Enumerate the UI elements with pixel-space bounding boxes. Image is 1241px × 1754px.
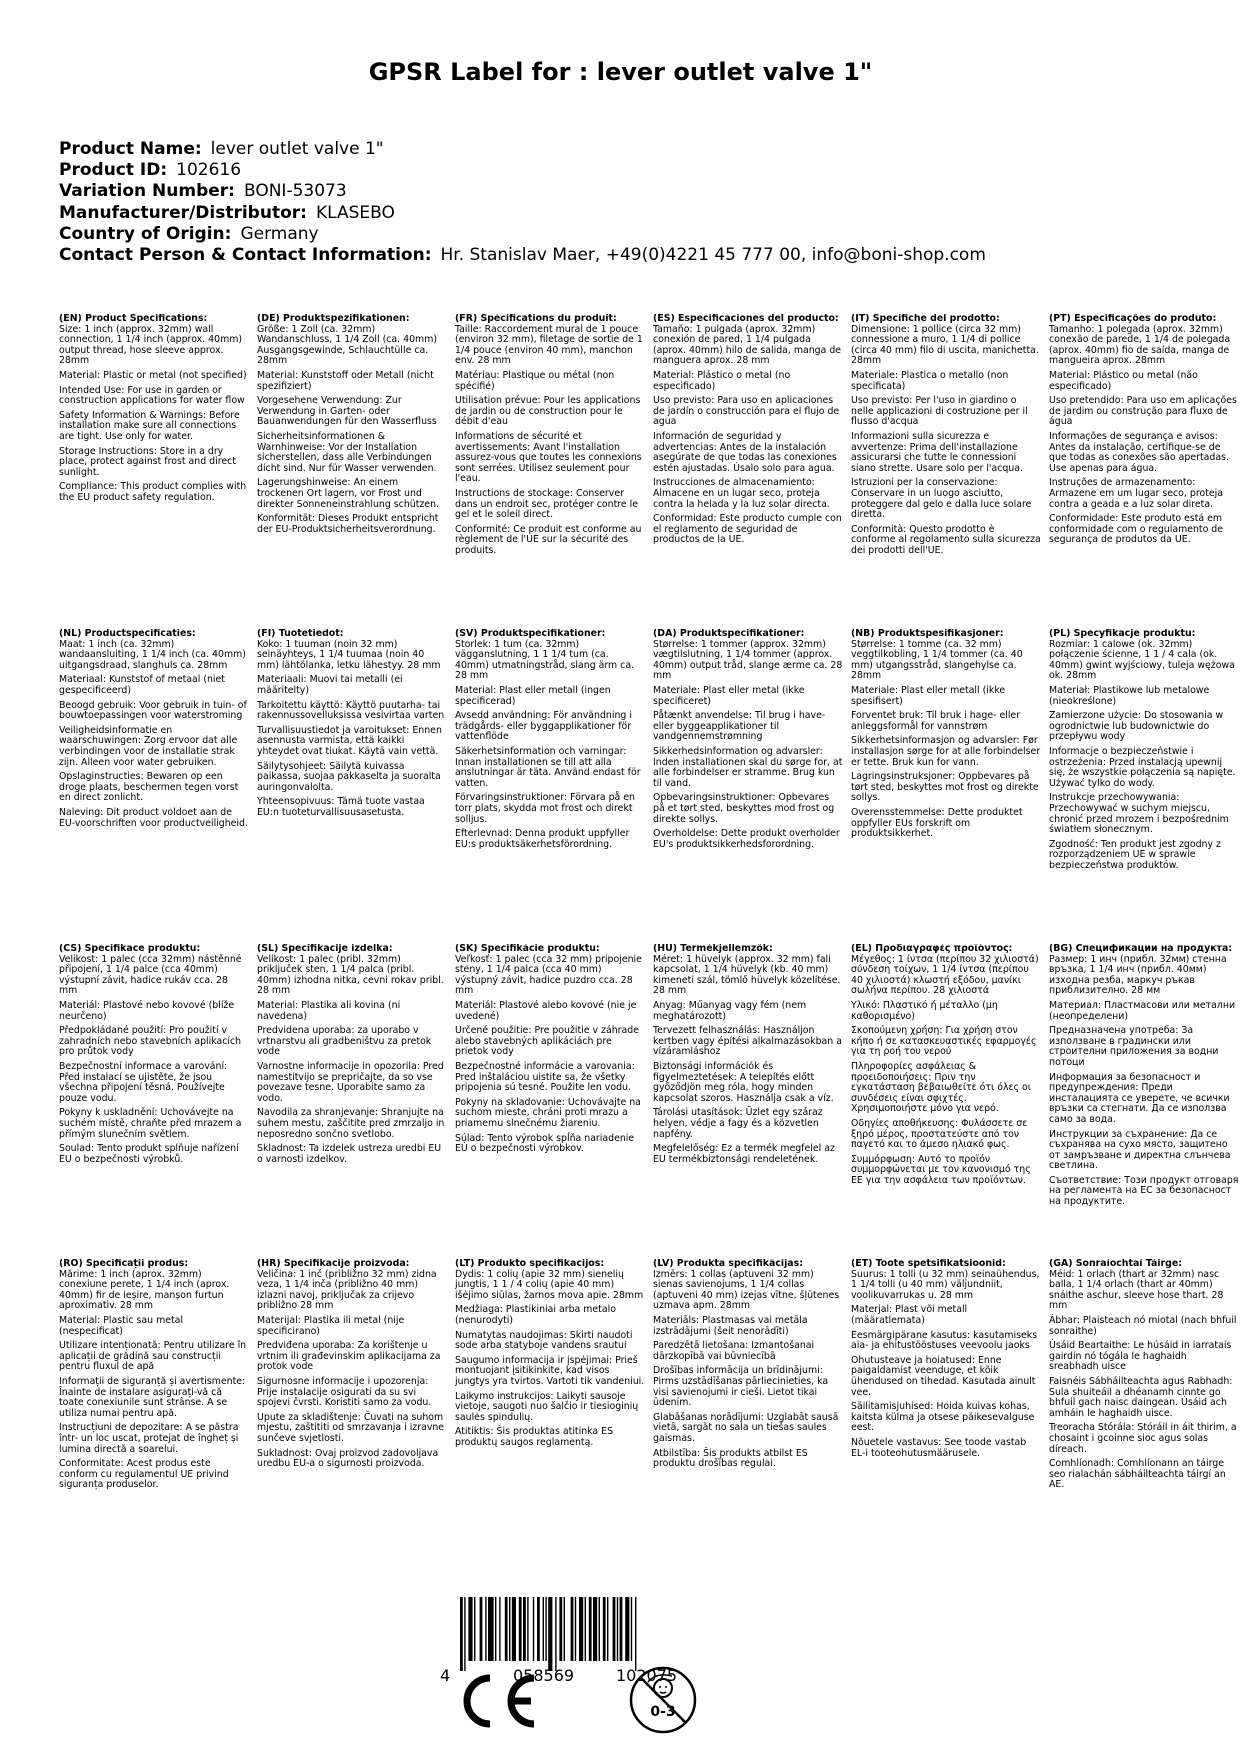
spec-paragraph: Größe: 1 Zoll (ca. 32mm) Wandanschluss, 1 1/4 Zoll (ca. 40mm) Ausgangsgewinde, Schlauchtülle ca. 28mm [257,323,437,367]
spec-paragraph: Predvidena uporaba: za uporabo v vrtnarstvu ali gradbeništvu za pretok vode [257,1025,432,1058]
spec-paragraph: Съответствие: Този продукт отговаря на регламента на ЕС за безопасност на продуктите. [1049,1174,1239,1208]
spec-block [851,944,1049,1259]
spec-paragraph: Uso pretendido: Para uso em aplicações de jardim ou construção para fluxo de água [1049,395,1237,428]
spec-heading: (EN) Product Specifications: [59,314,208,324]
barcode-bar [548,1597,552,1671]
spec-paragraph: Medžiaga: Plastikiniai arba metalo (nenurodyti) [455,1304,616,1326]
spec-heading: (ES) Especificaciones del producto: [653,314,839,324]
contact-label: Contact Person & Contact Information: [59,245,432,266]
spec-paragraph: Ohutusteave ja hoiatused: Enne paigaldamist veenduge, et kõik ühendused on tihedad. Kasutada ainult vee. [851,1354,1036,1398]
not-for-children-0-3-icon [628,1664,698,1736]
spec-paragraph: Navodila za shranjevanje: Shranjujte na suhem mestu, zaščitite pred zmrzaljo in neposredno sončno svetlobo. [257,1107,445,1140]
product-name: lever outlet valve 1" [210,139,384,159]
spec-paragraph: Informations de sécurité et avertissements: Avant l'installation assurez-vous que toutes les connexions sont serrées. Utilisez seulement pour l'eau. [455,430,642,485]
spec-block [851,1259,1049,1574]
spec-paragraph: Lagringsinstruksjoner: Oppbevares på tørt sted, beskyttes mot frost og direkte sollys. [851,771,1039,804]
spec-paragraph: Taille: Raccordement mural de 1 pouce (environ 32 mm), filetage de sortie de 1 1/4 pouce (environ 40 mm), manchon env. 28 mm [455,323,643,367]
barcode-bar [495,1597,496,1661]
barcode-bar [468,1597,472,1661]
spec-paragraph: Μέγεθος: 1 ίντσα (περίπου 32 χιλιοστά) σύνδεση τοίχων, 1 1/4 ίντσα (περίπου 40 χιλιοστά) κλωστή εξόδου, μανίκι σωλήνα περίπου. 28 χιλιοστά [851,953,1039,997]
spec-paragraph: Tervezett felhasználás: Használjon kertben vagy építési alkalmazásokban a vízáramláshoz [653,1025,842,1058]
spec-paragraph: Opbevaringsinstruktioner: Opbevares på et tørt sted, beskyttes mod frost og direkte sollys. [653,792,835,825]
spec-paragraph: Material: Plastic or metal (not specified) [59,369,247,381]
spec-paragraph: Informações de segurança e avisos: Antes da instalação, certifique-se de que todas as conexões são apertadas. Use apenas para água. [1049,430,1229,474]
spec-block [59,1259,257,1574]
age-label: 0-3 [650,1704,676,1720]
barcode-bar [555,1597,556,1671]
spec-paragraph: Beoogd gebruik: Voor gebruik in tuin- of bouwtoepassingen voor waterstroming [59,699,247,722]
spec-paragraph: Οδηγίες αποθήκευσης: Φυλάσσετε σε ξηρό μέρος, προστατεύστε από τον παγετό και το άμεσο ηλιακό φως. [851,1117,1028,1151]
spec-heading: (SL) Specifikacije izdelka: [257,944,393,954]
spec-paragraph: Lagerungshinweise: An einem trockenen Ort lagern, vor Frost und direkter Sonneneinstrahlung schützen. [257,477,440,510]
spec-paragraph: Maat: 1 inch (ca. 32mm) wandaansluiting, 1 1/4 inch (ca. 40mm) uitgangsdraad, slanghuls ca. 28mm [59,638,246,671]
spec-paragraph: Overensstemmelse: Dette produktet oppfyller EUs forskrift om produktsikkerhet. [851,806,1023,840]
contact: Hr. Stanislav Maer, +49(0)4221 45 777 00, info@boni-shop.com [440,245,986,266]
spec-paragraph: Konformität: Dieses Produkt entspricht der EU-Produktsicherheitsverordnung. [257,513,439,535]
barcode-bar [607,1597,608,1661]
barcode-bar [509,1597,510,1661]
spec-paragraph: Istruzioni per la conservazione: Conservare in un luogo asciutto, proteggere dal gelo e dalla luce solare diretta. [851,477,1032,521]
barcode-bar [613,1597,616,1661]
spec-paragraph: Υλικό: Πλαστικό ή μέταλλο (μη καθορισμένο) [851,999,998,1022]
spec-paragraph: Anyag: Műanyag vagy fém (nem meghatározott) [653,999,807,1022]
spec-paragraph: Soulad: Tento produkt splňuje nařízení EU o bezpečnosti výrobků. [59,1143,239,1165]
spec-paragraph: Materiał: Plastikowe lub metalowe (nieokreślone) [1049,684,1210,707]
spec-paragraph: Материал: Пластмасови или метални (неопределени) [1049,999,1236,1022]
spec-block [59,944,257,1259]
spec-paragraph: Compliance: This product complies with the EU product safety regulation. [59,481,247,503]
product-id-row [59,160,986,181]
product-name-row [59,139,986,160]
origin-label: Country of Origin: [59,223,232,244]
spec-heading: (PT) Especificações do produto: [1049,314,1217,324]
spec-block [257,629,455,944]
manufacturer-label: Manufacturer/Distributor: [59,202,307,223]
spec-heading: (CS) Specifikace produktu: [59,944,201,954]
spec-block [1049,314,1241,629]
spec-paragraph: Pokyny na skladovanie: Uchovávajte na suchom mieste, chráni proti mrazu a priamemu slnečnému žiareniu. [455,1096,641,1129]
spec-paragraph: Izmērs: 1 collas (aptuveni 32 mm) sienas savienojums, 1 1/4 collas (aptuveni 40 mm) izejas vītne, šļūtenes uzmava apm. 28mm [653,1268,840,1312]
barcode-bar [485,1597,486,1661]
spec-paragraph: Utilisation prévue: Pour les applications de jardin ou de construction pour le débit d'eau [455,395,641,428]
barcode-bar [631,1597,632,1661]
spec-paragraph: Informazioni sulla sicurezza e avvertenze: Prima dell'installazione assicurarsi che tutte le connessioni siano strette. Usare solo per l'acqua. [851,430,1024,474]
product-name-label: Product Name: [59,139,202,159]
barcode-bar [519,1597,522,1661]
spec-paragraph: Atitiktis: Šis produktas atitinka ES produktų saugos reglamentą. [455,1426,614,1448]
barcode-bar [603,1597,606,1661]
barcode-bar [464,1597,465,1671]
spec-paragraph: Glabāšanas norādījumi: Uzglabāt sausā vietā, sargāt no sala un tiešas saules gaismas. [653,1411,839,1444]
barcode-bar [460,1597,463,1671]
spec-paragraph: Bezpečnostné informácie a varovania: Pred inštaláciou uistite sa, že všetky pripojenia sú tesné. Použite len vodu. [455,1060,635,1094]
spec-heading: (FI) Tuotetiedot: [257,629,344,639]
spec-paragraph: Sicherheitsinformationen & Warnhinweise: Vor der Installation sicherstellen, dass alle Verbindungen dicht sind. Nur für Wasser verwenden. [257,430,437,474]
spec-block [1049,1259,1241,1574]
barcode-bar [620,1597,623,1661]
manufacturer: KLASEBO [315,202,395,223]
spec-paragraph: Drošības informācija un brīdinājumi: Pirms uzstādīšanas pārliecinieties, ka visi savienojumi ir cieši. Lietot tikai ūdenim. [653,1365,829,1409]
spec-paragraph: Información de seguridad y advertencias: Antes de la instalación asegúrate de que todas las conexiones estén ajustadas. Úsalo solo para agua. [653,430,837,474]
variation-row [59,181,986,202]
spec-paragraph: Intended Use: For use in garden or construction applications for water flow [59,384,245,407]
spec-paragraph: Dimensione: 1 pollice (circa 32 mm) connessione a muro, 1 1/4 di pollice (circa 40 mm) filo di uscita, manichetta. 28mm [851,323,1039,367]
barcode-bar [635,1597,636,1671]
barcode-digit-first: 4 [440,1666,451,1683]
barcode-bar [512,1597,516,1661]
spec-paragraph: Zgodność: Ten produkt jest zgodny z rozporządzeniem UE w sprawie bezpieczeństwa produktów. [1049,838,1221,871]
spec-paragraph: Størrelse: 1 tomme (ca. 32 mm) veggtilkobling, 1 1/4 tommer (ca. 40 mm) utgangsstråd, slangehylse ca. 28mm [851,638,1023,682]
spec-paragraph: Uso previsto: Para uso en aplicaciones de jardín o construcción para el flujo de agua [653,395,840,428]
spec-block [653,1259,851,1574]
spec-paragraph: Veiligheidsinformatie en waarschuwingen: Zorg ervoor dat alle verbindingen voor de installatie strak zijn. Alleen voor water gebruiken. [59,724,238,768]
spec-block [653,944,851,1259]
spec-block [257,944,455,1259]
spec-paragraph: Efterlevnad: Denna produkt uppfyller EU:s produktsäkerhetsförordning. [455,828,630,850]
spec-paragraph: Velikost: 1 palec (cca 32mm) nástěnné připojení, 1 1/4 palce (cca 40mm) výstupní závit, hadice rukáv cca. 28 mm [59,953,242,997]
spec-paragraph: Treoracha Stórála: Stóráil in áit thirim, a chosaint i gcoinne sioc agus solas díreach. [1049,1422,1237,1455]
product-id-label: Product ID: [59,160,168,181]
ce-mark [452,1672,538,1730]
barcode-bar [480,1597,483,1661]
spec-block [59,629,257,944]
spec-paragraph: Nõuetele vastavus: See toode vastab EL-i tooteohutusmäärusele. [851,1436,1027,1459]
spec-heading: (GA) Sonraíochtaí Táirge: [1049,1259,1182,1269]
barcode-bar [571,1597,574,1661]
product-info [59,139,986,266]
spec-paragraph: Overholdelse: Dette produkt overholder EU's produktsikkerhedsforordning. [653,828,840,850]
spec-paragraph: Instrucțiuni de depozitare: A se păstra într- un loc uscat, protejat de îngheț și lumina directă a soarelui. [59,1422,239,1455]
spec-paragraph: Storage Instructions: Store in a dry place, protect against frost and direct sunlight. [59,445,236,478]
spec-paragraph: Upute za skladištenje: Čuvati na suhom mjestu, zaštititi od smrzavanja i izravne sunčeve svjetlosti. [257,1411,445,1444]
spec-paragraph: Materiál: Plastové alebo kovové (nie je uvedené) [455,999,637,1022]
spec-paragraph: Numatytas naudojimas: Skirti naudoti sode arba statyboje vandens srautui [455,1329,633,1352]
spec-paragraph: Conformità: Questo prodotto è conforme al regolamento sulla sicurezza dei prodotti dell'UE. [851,523,1041,556]
spec-paragraph: Размер: 1 инч (прибл. 32мм) стенна връзка, 1 1/4 инч (прибл. 40мм) изходна резба, маркуч ръкав приблизително. 28 мм [1049,953,1227,997]
spec-paragraph: Méret: 1 hüvelyk (approx. 32 mm) fali kapcsolat, 1 1/4 hüvelyk (kb. 40 mm) kimeneti szál, tömlő hüvelyk közelítése. 28 mm [653,953,841,997]
barcode-bar [527,1597,528,1661]
spec-paragraph: Avsedd användning: För användning i trädgårds- eller byggapplikationer för vattenflöde [455,710,632,743]
spec-block [1049,944,1241,1259]
spec-paragraph: Skladnost: Ta izdelek ustreza uredbi EU o varnosti izdelkov. [257,1143,442,1165]
spec-paragraph: Påtænkt anvendelse: Til brug i have- eller byggeapplikationer til vandgennemstrømning [653,710,826,743]
spec-paragraph: Sukladnost: Ovaj proizvod zadovoljava uredbu EU-a o sigurnosti proizvoda. [257,1447,439,1470]
spec-block [455,944,653,1259]
spec-block [851,314,1049,629]
spec-paragraph: Materiāls: Plastmasas vai metāla izstrādājumi (šeit nenorādīti) [653,1314,808,1337]
spec-heading: (EL) Προδιαγραφές προϊόντος: [851,944,1013,954]
spec-block [455,1259,653,1574]
spec-heading: (RO) Specificații produs: [59,1259,189,1269]
spec-paragraph: Инструкции за съхранение: Да се съхранява на сухо място, защитено от замръзване и директна слънчева светлина. [1049,1128,1231,1172]
spec-paragraph: Materiaali: Muovi tai metalli (ei määritelty) [257,674,403,696]
spec-heading: (SV) Produktspecifikationer: [455,629,606,639]
spec-paragraph: Faisnéis Sábháilteachta agus Rabhadh: Sula shuiteáil a dhéanamh cinnte go bhfuil gach naisc daingean. Úsáid ach amháin le haghaidh uisce. [1049,1375,1233,1419]
page-title: GPSR Label for : lever outlet valve 1" [368,58,873,86]
barcode [440,1597,750,1683]
spec-heading: (IT) Specifiche del prodotto: [851,314,1000,324]
spec-paragraph: Materijal: Plastika ili metal (nije specificirano) [257,1314,405,1337]
spec-paragraph: Material: Plastika ali kovina (ni navedena) [257,999,401,1022]
spec-paragraph: Size: 1 inch (approx. 32mm) wall connection, 1 1/4 inch (approx. 40mm) output thread, hose sleeve approx. 28mm [59,323,243,367]
spec-paragraph: Megfelelőség: Ez a termék megfelel az EU termékbiztonsági rendeletének. [653,1143,835,1165]
spec-paragraph: Vorgesehene Verwendung: Zur Verwendung in Garten- oder Bauanwendungen für den Wasserfluss [257,395,437,428]
barcode-bar [537,1597,540,1661]
spec-paragraph: Tarkoitettu käyttö: Käyttö puutarha- tai rakennussovelluksissa vesivirtaa varten [257,699,445,722]
barcode-bars [460,1597,636,1671]
barcode-bar [533,1597,534,1661]
spec-paragraph: Säilytysohjeet: Säilytä kuivassa paikassa, suojaa pakkaselta ja suoralta auringonvalolta. [257,760,441,793]
spec-paragraph: Materiaal: Kunststof of metaal (niet gespecificeerd) [59,674,225,696]
spec-paragraph: Förvaringsinstruktioner: Förvara på en torr plats, skydda mot frost och direkt solljus. [455,792,635,825]
spec-paragraph: Eesmärgipärane kasutus: kasutamiseks aia- ja ehitustööstuses veevoolu jaoks [851,1329,1038,1352]
spec-paragraph: Predviđena uporaba: Za korištenje u vrtnim ili građevinskim aplikacijama za protok vode [257,1340,441,1373]
spec-paragraph: Biztonsági információk és figyelmeztetések: A telepítés előtt győződjön meg róla, hogy minden kapcsolat szoros. Használja csak a víz. [653,1060,834,1104]
spec-paragraph: Ábhar: Plaisteach nó miotal (nach bhfuil sonraithe) [1049,1314,1237,1337]
spec-heading: (LT) Produkto specifikacijos: [455,1259,605,1269]
barcode-bar [589,1597,592,1661]
spec-paragraph: Koko: 1 tuuman (noin 32 mm) seinäyhteys, 1 1/4 tuumaa (noin 40 mm) lähtölanka, letku lähestyy. 28 mm [257,638,441,671]
barcode-bar [585,1597,586,1661]
spec-paragraph: Veličina: 1 inč (približno 32 mm) zidna veza, 1 1/4 inča (približno 40 mm) izlazni navoj, priključak za crijevo približno 28 mm [257,1268,437,1312]
spec-heading: (HU) Termékjellemzők: [653,944,773,954]
spec-paragraph: Úsáid Beartaithe: Le húsáid in iarratais gairdín nó tógála le haghaidh sreabhadh uisce [1049,1340,1232,1373]
barcode-bar [625,1597,629,1661]
spec-paragraph: Dydis: 1 colių (apie 32 mm) sienelių jungtis, 1 1 / 4 colių (apie 40 mm) išėjimo siūlas, žarnos mova apie. 28mm [455,1268,644,1301]
spec-paragraph: Informații de siguranță și avertismente: Înainte de instalare asigurați-vă că toate conexiunile sunt strânse. A se utiliza numai pentru apă. [59,1375,246,1419]
barcode-bar [593,1597,597,1661]
spec-heading: (HR) Specifikacije proizvoda: [257,1259,410,1269]
spec-paragraph: Předpokládané použití: Pro použití v zahradních nebo stavebních aplikacích pro průtok vody [59,1025,242,1058]
spec-paragraph: Turvallisuustiedot ja varoitukset: Ennen asennusta varmista, että kaikki yhteydet ovat tiukat. Käytä vain vettä. [257,724,442,757]
spec-paragraph: Laikymo instrukcijos: Laikyti sausoje vietoje, saugoti nuo šalčio ir tiesioginių saulės spindulių. [455,1390,639,1423]
barcode-bar [599,1597,600,1661]
barcode-bar [559,1597,562,1661]
spec-paragraph: Uso previsto: Per l'uso in giardino o nelle applicazioni di costruzione per il flusso d'acqua [851,395,1028,428]
spec-paragraph: Conformidad: Este producto cumple con el reglamento de seguridad de productos de la UE. [653,513,842,546]
spec-paragraph: Opslaginstructies: Bewaren op een droge plaats, beschermen tegen vorst en direct zonlicht. [59,771,239,804]
spec-paragraph: Συμμόρφωση: Αυτό το προϊόν συμμορφώνεται με τον κανονισμό της ΕΕ για την ασφάλεια των προϊόντων. [851,1153,1031,1186]
spec-paragraph: Určené použitie: Pre použitie v záhrade alebo stavebných aplikáciách pre prietok vody [455,1025,639,1058]
spec-paragraph: Naleving: Dit product voldoet aan de EU-voorschriften voor productveiligheid. [59,806,248,829]
spec-paragraph: Safety Information & Warnings: Before installation make sure all connections are tight. Use only for water. [59,409,240,442]
spec-block [257,314,455,629]
spec-paragraph: Materiale: Plast eller metal (ikke specificeret) [653,684,805,707]
origin: Germany [240,223,319,244]
spec-paragraph: Tamaño: 1 pulgada (aprox. 32mm) conexión de pared, 1 1/4 pulgada (aprox. 40mm) hilo de salida, manga de manguera aprox. 28 mm [653,323,842,367]
spec-heading: (DA) Produktspecifikationer: [653,629,805,639]
spec-paragraph: Conformité: Ce produit est conforme au règlement de l'UE sur la sécurité des produits. [455,523,642,556]
spec-paragraph: Tárolási utasítások: Üzlet egy száraz helyen, védje a fagy és a közvetlen napfény. [653,1107,823,1140]
spec-paragraph: Zamierzone użycie: Do stosowania w ogrodnictwie lub budownictwie do przepływu wody [1049,710,1224,743]
spec-paragraph: Matériau: Plastique ou métal (non spécifié) [455,369,615,392]
spec-paragraph: Instrukcje przechowywania: Przechowywać w suchym miejscu, chronić przed mrozem i bezpośrednim światłem słonecznym. [1049,792,1229,836]
spec-paragraph: Informacje o bezpieczeństwie i ostrzeżenia: Przed instalacją upewnij się, że wszystkie połączenia są napięte. Używać tylko do wody. [1049,745,1236,789]
spec-paragraph: Bezpečnostní informace a varování: Před instalací se ujistěte, že jsou všechna připojení těsná. Používejte pouze vodu. [59,1060,228,1104]
barcode-group-right: 102075 [616,1666,678,1683]
spec-heading: (NL) Productspecificaties: [59,629,196,639]
spec-heading: (DE) Produktspezifikationen: [257,314,410,324]
barcode-bar [579,1597,583,1661]
spec-paragraph: Velikost: 1 palec (pribl. 32mm) priključek sten, 1 1/4 palca (pribl. 40mm) izhodna nitka, cevni rokav pribl. 28 mm [257,953,444,997]
spec-paragraph: Materiale: Plast eller metall (ikke spesifisert) [851,684,1006,707]
spec-block [1049,629,1241,944]
spec-paragraph: Material: Plast eller metall (ingen specificerad) [455,684,611,707]
spec-heading: (BG) Спецификации на продукта: [1049,944,1233,954]
spec-paragraph: Tamanho: 1 polegada (aprox. 32mm) conexão de parede, 1 1/4 de polegada (aprox. 40mm) fio de saída, manga de mangueira aprox. 28mm [1049,323,1231,367]
spec-paragraph: Rozmiar: 1 calowe (ok. 32mm) połączenie ścienne, 1 1 / 4 cala (ok. 40mm) gwint wyjściowy, tuleja wężowa ok. 28mm [1049,638,1235,682]
spec-paragraph: Yhteensopivuus: Tämä tuote vastaa EU:n tuoteturvallisuusasetusta. [257,796,425,818]
contact-row [59,245,986,266]
spec-paragraph: Material: Plastic sau metal (nespecificat) [59,1314,184,1337]
spec-paragraph: Storlek: 1 tum (ca. 32mm) vägganslutning, 1 1 1/4 tum (ca. 40mm) utmatningstråd, slang ärm ca. 28 mm [455,638,635,682]
variation-label: Variation Number: [59,181,235,202]
spec-block [59,314,257,629]
spec-paragraph: Forventet bruk: Til bruk i hage- eller anleggsformål for vannstrøm [851,710,1021,732]
spec-paragraph: Paredzētā lietošana: Izmantošanai dārzkopībā vai būvniecībā [653,1340,815,1362]
spec-paragraph: Sikkerhedsinformation og advarsler: Inden installationen skal du sørge for, at alle forbindelser er stramme. Brug kun til vand. [653,745,843,789]
barcode-bar [523,1597,526,1661]
spec-heading: (PL) Specyfikacje produktu: [1049,629,1196,639]
spec-paragraph: Sikkerhetsinformasjon og advarsler: Før installasjon sørge for at alle forbindelser er tette. Bruk kun for vann. [851,735,1041,768]
barcode-group-left: 058569 [513,1666,575,1683]
barcode-bar [505,1597,508,1661]
variation-number: BONI-53073 [243,181,347,202]
origin-row [59,224,986,245]
barcode-bar [474,1597,475,1661]
spec-paragraph: Suurus: 1 tolli (u 32 mm) seinaühendus, 1 1/4 tolli (u 40 mm) väljundniit, voolikuvarrukas u. 28 mm [851,1268,1040,1301]
product-id: 102616 [176,160,242,181]
spec-heading: (NB) Produktspesifikasjoner: [851,629,1004,639]
spec-paragraph: Πληροφορίες ασφάλειας & προειδοποιήσεις: Πριν την εγκατάσταση βεβαιωθείτε ότι όλες οι συνδέσεις είναι σφιχτές. Χρησιμοποιήστε μόνο για νερό. [851,1060,1031,1115]
spec-paragraph: Mărime: 1 inch (aprox. 32mm) conexiune perete, 1 1/4 inch (aprox. 40mm) fir de ieșire, manșon furtun aproximativ. 28 mm [59,1268,230,1312]
spec-paragraph: Saugumo informacija ir įspėjimai: Prieš montuojant įsitikinkite, kad visos jungtys yra tvirtos. Vartoti tik vandeniui. [455,1354,645,1387]
spec-paragraph: Materiál: Plastové nebo kovové (blíže neurčeno) [59,999,235,1022]
spec-block [653,629,851,944]
spec-paragraph: Materiale: Plastica o metallo (non specificata) [851,369,1009,392]
spec-paragraph: Utilizare intenționată: Pentru utilizare în aplicații de grădină sau construcții pentru fluxul de apă [59,1340,247,1373]
spec-paragraph: Instructions de stockage: Conserver dans un endroit sec, protéger contre le gel et le soleil direct. [455,487,639,521]
spec-paragraph: Atbilstība: Šis produkts atbilst ES produktu drošības regulai. [653,1447,808,1470]
barcode-bar [617,1597,618,1661]
spec-paragraph: Material: Kunststoff oder Metall (nicht spezifiziert) [257,369,434,392]
spec-paragraph: Säilitamisjuhised: Hoida kuivas kohas, kaitsta külma ja otsese päikesevalguse eest. [851,1401,1035,1434]
spec-paragraph: Materjal: Plast või metall (määratlemata) [851,1304,968,1326]
barcode-bar [543,1597,544,1661]
barcode-bar [545,1597,546,1661]
spec-paragraph: Σκοπούμενη χρήση: Για χρήση στον κήπο ή σε κατασκευαστικές εφαρμογές για τη ροή του νερού [851,1025,1037,1058]
spec-block [455,629,653,944]
spec-heading: (LV) Produkta specifikācijas: [653,1259,803,1269]
barcode-bar [488,1597,494,1661]
spec-paragraph: Предназначена употреба: За използване в градински или строителни приложения за водни потоци [1049,1025,1219,1068]
spec-paragraph: Информация за безопасност и предупреждения: Преди инсталацията се уверете, че всички връзки са стегнати. Да се използва само за вода. [1049,1071,1230,1125]
spec-paragraph: Material: Plástico ou metal (não especificado) [1049,369,1198,392]
barcode-bar [564,1597,565,1661]
spec-block [653,314,851,629]
spec-paragraph: Säkerhetsinformation och varningar: Innan installationen se till att alla anslutningar är täta. Använd endast för vatten. [455,745,641,789]
spec-paragraph: Veľkosť: 1 palec (cca 32 mm) pripojenie steny, 1 1/4 palca (cca 40 mm) výstupný závit, hadice puzdro cca. 28 mm [455,953,642,997]
spec-paragraph: Conformidade: Este produto está em conformidade com o regulamento de segurança de produtos da UE. [1049,513,1224,546]
spec-paragraph: Súlad: Tento výrobok spĺňa nariadenie EÚ o bezpečnosti výrobkov. [455,1132,635,1155]
spec-paragraph: Sigurnosne informacije i upozorenja: Prije instalacije osigurati da su svi spojevi čvrsti. Koristiti samo za vodu. [257,1375,432,1409]
spec-heading: (ET) Toote spetsifikatsioonid: [851,1259,1006,1269]
spec-block [257,1259,455,1574]
barcode-bar [499,1597,500,1661]
manufacturer-row [59,203,986,224]
spec-paragraph: Material: Plástico o metal (no especificado) [653,369,791,392]
spec-paragraph: Méid: 1 orlach (thart ar 32mm) nasc balla, 1 1/4 orlach (thart ar 40mm) snáithe aschur, sleeve hose thart. 28 mm [1049,1268,1224,1312]
barcode-bar [575,1597,576,1661]
spec-paragraph: Instruções de armazenamento: Armazene em um lugar seco, proteja contra a geada e a luz solar direta. [1049,477,1223,510]
spec-paragraph: Pokyny k uskladnění: Uchovávejte na suchém místě, chraňte před mrazem a přímým slunečním světlem. [59,1107,242,1140]
spec-paragraph: Comhlíonadh: Comhlíonann an táirge seo rialachán sábháilteachta táirgí an AE. [1049,1458,1226,1491]
spec-heading: (FR) Spécifications du produit: [455,314,617,324]
spec-block [851,629,1049,944]
spec-paragraph: Conformitate: Acest produs este conform cu regulamentul UE privind siguranța produselor. [59,1458,229,1491]
spec-paragraph: Instrucciones de almacenamiento: Almacene en un lugar seco, proteja contra la helada y la luz solar directa. [653,477,830,510]
spec-grid [59,314,1239,1574]
spec-paragraph: Varnostne informacije in opozorila: Pred namestitvijo se prepričajte, da so vse povezave tesne. Uporabite samo za vodo. [257,1060,444,1104]
spec-block [455,314,653,629]
spec-paragraph: Størrelse: 1 tommer (approx. 32mm) vægtilslutning, 1 1/4 tommer (approx. 40mm) output tråd, slange ærme ca. 28 mm [653,638,843,682]
spec-heading: (SK) Špecifikácie produktu: [455,944,600,954]
